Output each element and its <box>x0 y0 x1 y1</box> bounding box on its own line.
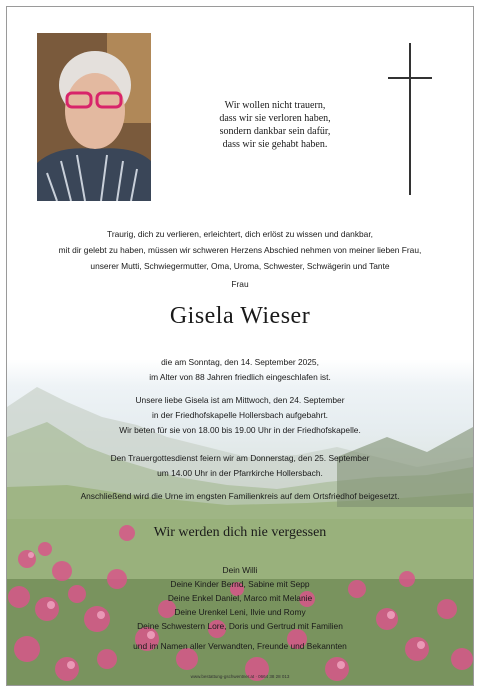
memorial-motto: Wir werden dich nie vergessen <box>153 525 327 540</box>
portrait-photo <box>37 33 151 201</box>
service-line: um 14.00 Uhr in der Pfarrkirche Hollersbach. <box>157 468 323 478</box>
cross-icon <box>409 43 411 195</box>
poem-line: dass wir sie gehabt haben. <box>222 139 328 150</box>
intro-line: unserer Mutti, Schwiegermutter, Oma, Uroma, Schwester, Schwägerin und Tante <box>90 261 390 271</box>
viewing-line: in der Friedhofskapelle Hollersbach aufgebahrt. <box>152 410 328 420</box>
mourner-line: Deine Schwestern Lore, Doris und Gertrud mit Familien <box>137 621 343 631</box>
memorial-poem <box>175 99 375 151</box>
burial-notice <box>7 489 473 504</box>
viewing-notice <box>7 393 473 438</box>
death-line: die am Sonntag, den 14. September 2025, <box>161 357 319 367</box>
death-line: im Alter von 88 Jahren friedlich eingeschlafen ist. <box>149 372 331 382</box>
footer-contact: www.bestattung-gschwentner.at · 0664 38 28 013 <box>190 674 290 679</box>
service-notice <box>7 451 473 481</box>
service-line: Den Trauergottesdienst feiern wir am Donnerstag, den 25. September <box>110 453 370 463</box>
mourner-line: Deine Urenkel Leni, Ilvie und Romy <box>174 607 306 617</box>
intro-line: Traurig, dich zu verlieren, erleichtert, dich erlöst zu wissen und dankbar, <box>107 229 373 239</box>
mourner-line: und im Namen aller Verwandten, Freunde und Bekannten <box>133 641 347 651</box>
viewing-line: Wir beten für sie von 18.00 bis 19.00 Uhr in der Friedhofskapelle. <box>119 425 361 435</box>
death-notice <box>7 355 473 385</box>
mourner-line: Dein Willi <box>222 565 258 575</box>
cross-icon-bar <box>388 77 432 79</box>
viewing-line: Unsere liebe Gisela ist am Mittwoch, den 24. September <box>135 395 345 405</box>
mourners-list <box>7 563 473 653</box>
poem-line: Wir wollen nicht trauern, <box>224 100 326 111</box>
poem-line: sondern dankbar sein dafür, <box>219 126 331 137</box>
intro-line: mit dir gelebt zu haben, müssen wir schweren Herzens Abschied nehmen von meiner lieben Frau, <box>58 245 422 255</box>
mourner-line: Deine Kinder Bernd, Sabine mit Sepp <box>170 579 310 589</box>
honorific: Frau <box>231 279 249 289</box>
obituary-card <box>6 6 474 686</box>
burial-line: Anschließend wird die Urne im engsten Familienkreis auf dem Ortsfriedhof beigesetzt. <box>80 491 400 501</box>
deceased-name: Gisela Wieser <box>169 303 311 329</box>
farewell-introduction <box>7 226 473 274</box>
poem-line: dass wir sie verloren haben, <box>219 113 331 124</box>
mourner-line: Deine Enkel Daniel, Marco mit Melanie <box>167 593 313 603</box>
